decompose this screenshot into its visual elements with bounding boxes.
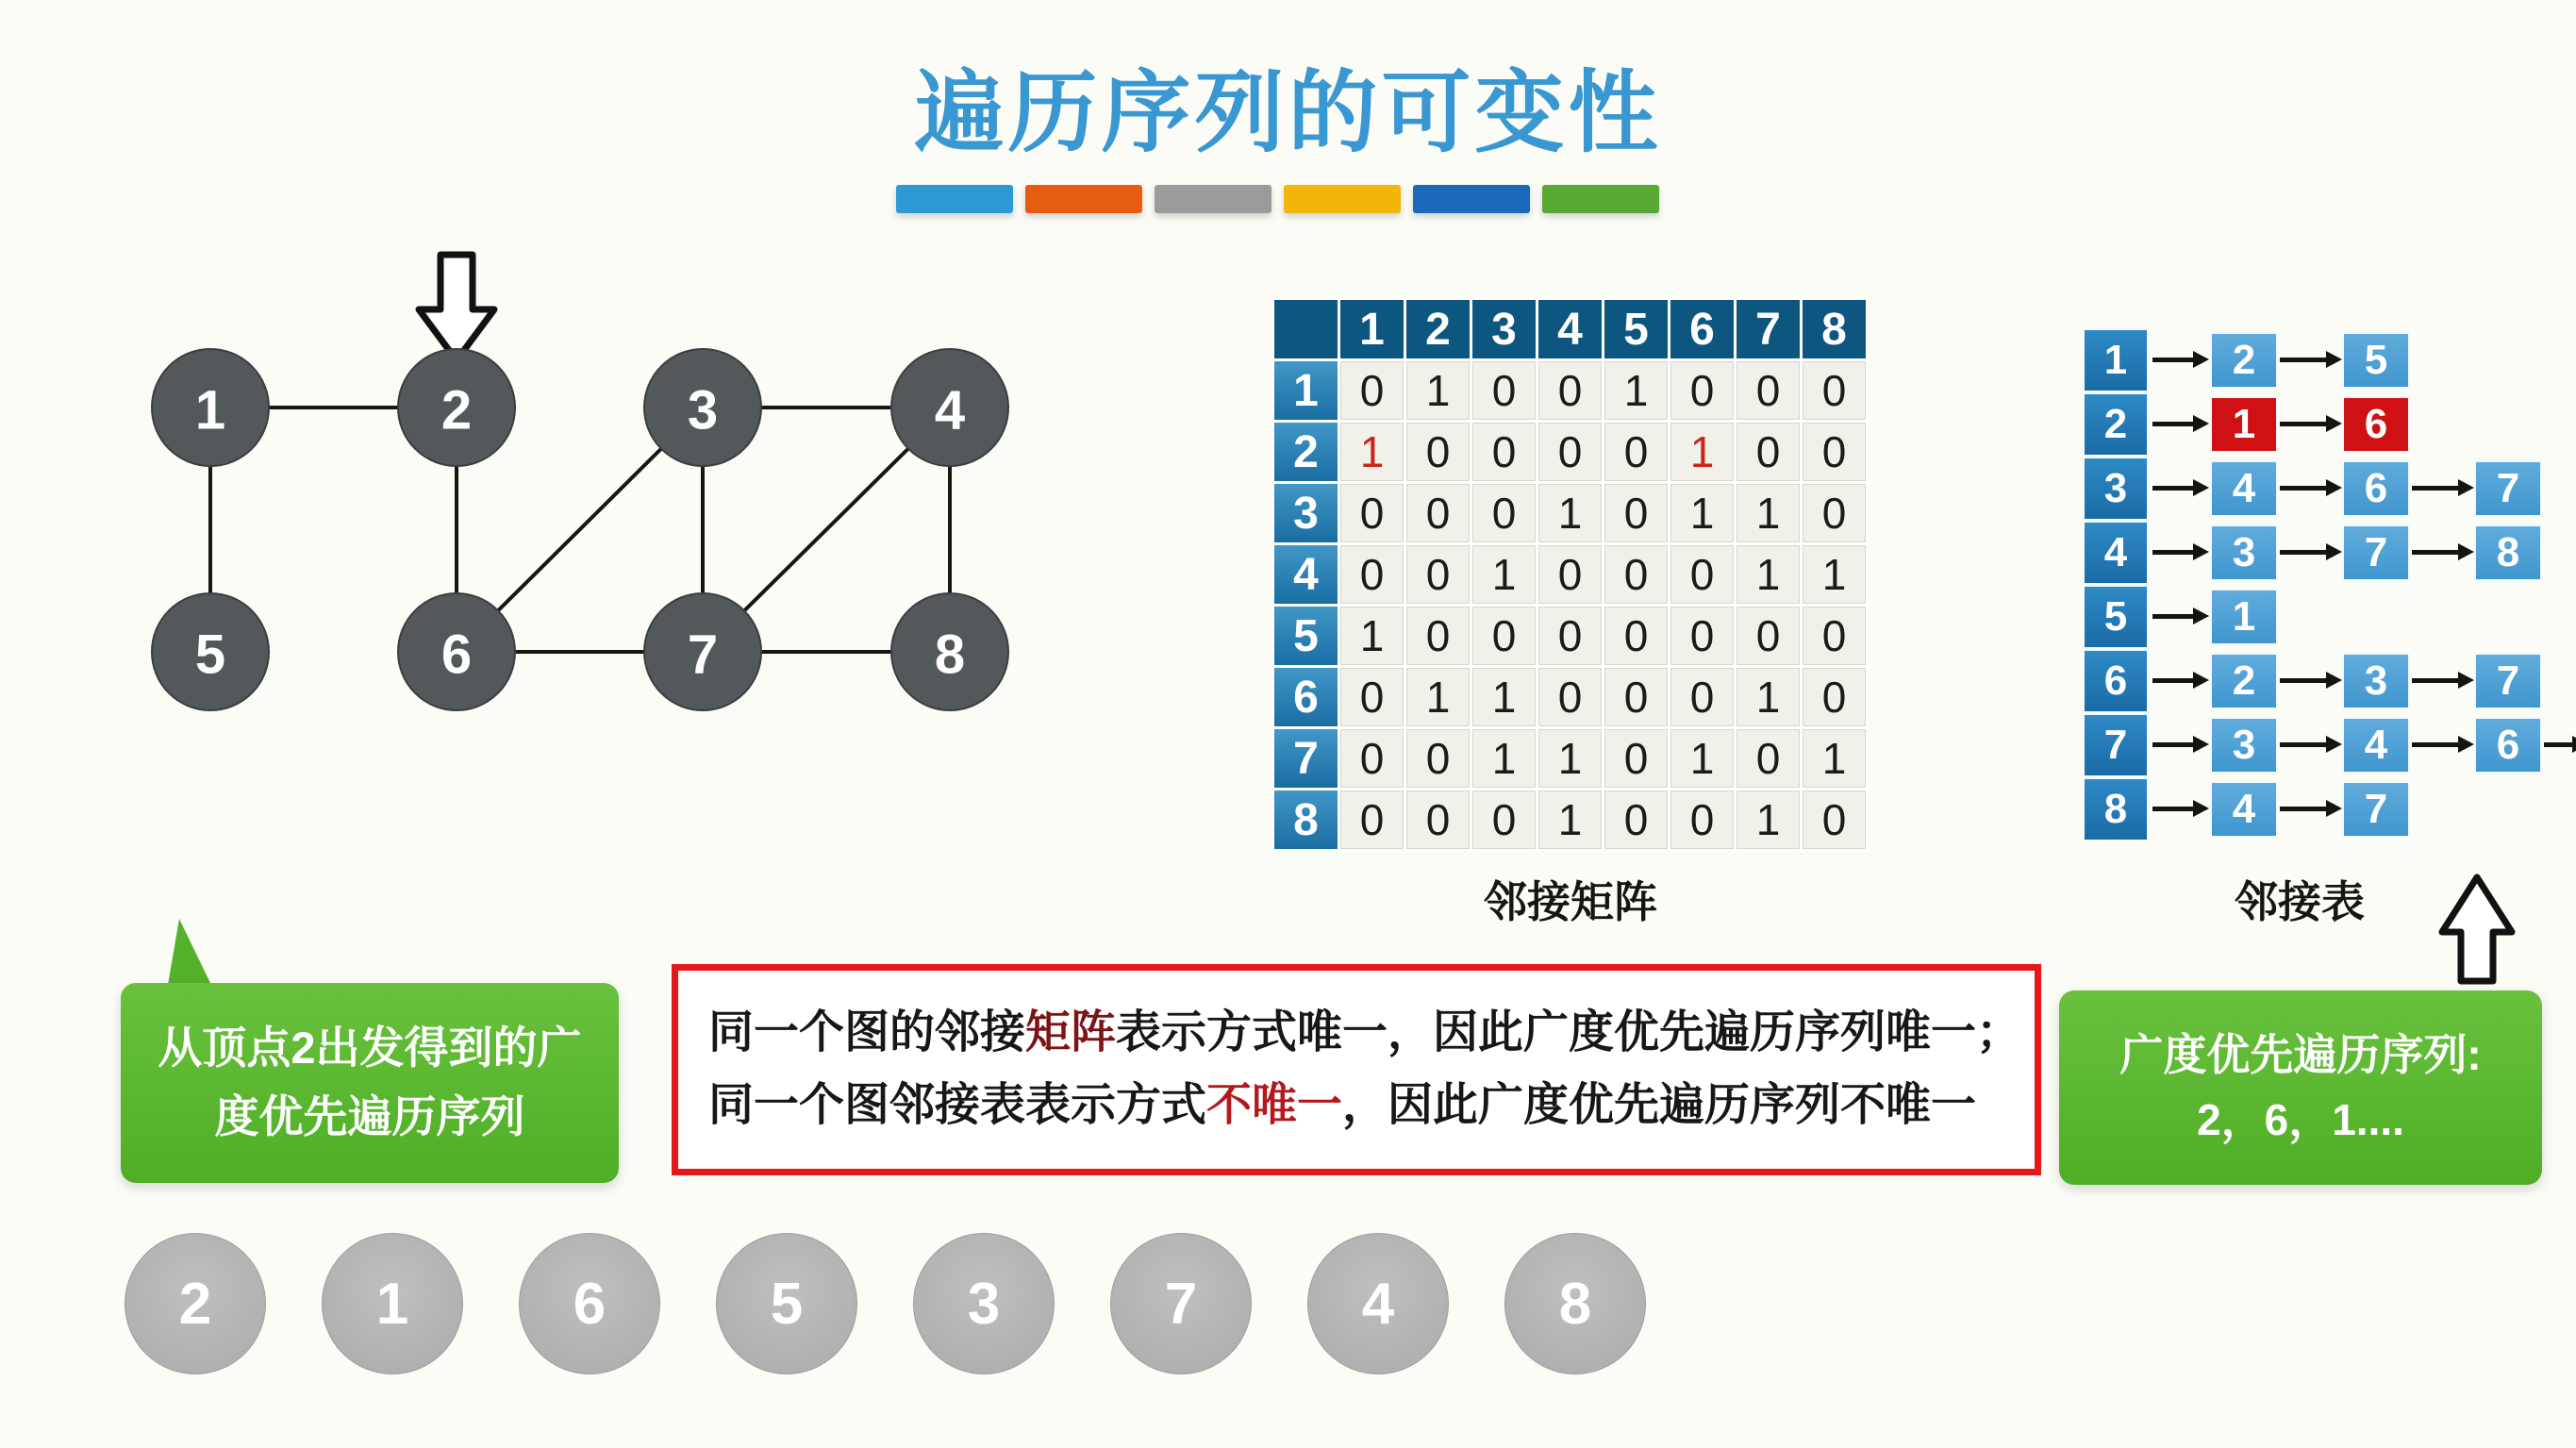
matrix-cell-1-2: 1 <box>1406 361 1470 420</box>
left-callout-line1: 从顶点2出发得到的广 <box>158 1023 582 1074</box>
matrix-col-header-3: 3 <box>1472 300 1536 358</box>
matrix-cell-7-3: 1 <box>1472 729 1536 788</box>
matrix-cell-7-5: 0 <box>1604 729 1668 788</box>
adj-list-node-1-5: 5 <box>2342 332 2410 389</box>
adj-list-head-5: 5 <box>2083 585 2149 649</box>
left-callout <box>121 983 619 1183</box>
adj-list-node-6-2: 2 <box>2210 653 2278 709</box>
matrix-cell-2-2: 0 <box>1406 423 1470 481</box>
matrix-cell-5-5: 0 <box>1604 607 1668 665</box>
matrix-cell-4-3: 1 <box>1472 545 1536 604</box>
adj-list-head-2: 2 <box>2083 392 2149 457</box>
info-line2-segment-1: 同一个图邻接表表示方式 <box>708 1080 1207 1130</box>
adj-list-arrow-icon <box>2412 550 2458 555</box>
graph-node-label-4: 4 <box>934 379 966 441</box>
adj-list-head-6: 6 <box>2083 649 2149 713</box>
adj-list-arrow-icon <box>2280 678 2326 683</box>
adjacency-matrix-caption: 邻接矩阵 <box>1484 877 1657 926</box>
info-line1-segment-3: 表示方式唯一，因此广度优先遍历序列唯一； <box>1116 1007 2022 1058</box>
matrix-cell-1-8: 0 <box>1803 361 1866 420</box>
matrix-cell-1-6: 0 <box>1670 361 1734 420</box>
matrix-cell-8-6: 0 <box>1670 791 1734 849</box>
adj-list-node-4-3: 3 <box>2210 524 2278 581</box>
adj-list-arrow-icon <box>2152 486 2193 491</box>
matrix-cell-8-4: 1 <box>1538 791 1602 849</box>
matrix-cell-1-4: 0 <box>1538 361 1602 420</box>
matrix-cell-1-7: 0 <box>1737 361 1800 420</box>
matrix-cell-5-8: 0 <box>1803 607 1866 665</box>
right-callout-line2: 2，6，1.... <box>2197 1095 2404 1144</box>
matrix-cell-3-4: 1 <box>1538 484 1602 542</box>
matrix-cell-3-7: 1 <box>1737 484 1800 542</box>
adj-list-arrow-icon <box>2280 358 2326 362</box>
matrix-cell-7-7: 0 <box>1737 729 1800 788</box>
matrix-row-header-5: 5 <box>1274 607 1338 665</box>
adj-list-node-7-6: 6 <box>2474 717 2542 774</box>
matrix-cell-4-1: 0 <box>1340 545 1404 604</box>
adj-list-arrow-icon <box>2152 807 2193 811</box>
graph-node-label-1: 1 <box>194 379 226 441</box>
matrix-cell-3-1: 0 <box>1340 484 1404 542</box>
adj-list-node-3-7: 7 <box>2474 460 2542 517</box>
matrix-col-header-5: 5 <box>1604 300 1668 358</box>
graph-node-label-5: 5 <box>194 624 226 686</box>
bfs-sequence-node-7: 4 <box>1307 1233 1449 1374</box>
matrix-cell-5-3: 0 <box>1472 607 1536 665</box>
adj-list-node-3-6: 6 <box>2342 460 2410 517</box>
adj-list-node-7-3: 3 <box>2210 717 2278 774</box>
adjacency-list-caption: 邻接表 <box>2235 877 2365 926</box>
adj-list-trailing-arrow-icon <box>2544 742 2572 747</box>
matrix-cell-2-5: 0 <box>1604 423 1668 481</box>
adj-list-node-6-3: 3 <box>2342 653 2410 709</box>
adj-list-node-8-7: 7 <box>2342 781 2410 838</box>
matrix-cell-6-2: 1 <box>1406 668 1470 726</box>
matrix-cell-6-5: 0 <box>1604 668 1668 726</box>
adj-list-node-5-1: 1 <box>2210 589 2278 645</box>
adj-list-node-2-1: 1 <box>2210 396 2278 453</box>
matrix-row-header-7: 7 <box>1274 729 1338 788</box>
info-line2-segment-2: 不唯一 <box>1206 1080 1343 1130</box>
matrix-cell-3-2: 0 <box>1406 484 1470 542</box>
matrix-col-header-6: 6 <box>1670 300 1734 358</box>
adj-list-arrow-icon <box>2280 807 2326 811</box>
matrix-cell-4-2: 0 <box>1406 545 1470 604</box>
bfs-sequence-node-8: 8 <box>1504 1233 1646 1374</box>
right-callout <box>2059 990 2542 1185</box>
matrix-col-header-4: 4 <box>1538 300 1602 358</box>
matrix-cell-1-3: 0 <box>1472 361 1536 420</box>
adj-list-arrow-icon <box>2280 550 2326 555</box>
matrix-cell-5-6: 0 <box>1670 607 1734 665</box>
matrix-cell-7-4: 1 <box>1538 729 1602 788</box>
matrix-cell-3-6: 1 <box>1670 484 1734 542</box>
bfs-sequence-row <box>125 1233 1646 1374</box>
matrix-cell-6-8: 0 <box>1803 668 1866 726</box>
matrix-cell-5-2: 0 <box>1406 607 1470 665</box>
adj-list-head-7: 7 <box>2083 713 2149 777</box>
matrix-corner-cell <box>1274 300 1338 358</box>
graph-node-label-8: 8 <box>934 624 966 686</box>
adj-list-head-1: 1 <box>2083 328 2149 392</box>
bfs-sequence-node-6: 7 <box>1110 1233 1252 1374</box>
adjacency-matrix <box>1271 297 1869 852</box>
matrix-cell-8-8: 0 <box>1803 791 1866 849</box>
adj-list-node-4-8: 8 <box>2474 524 2542 581</box>
adj-list-node-8-4: 4 <box>2210 781 2278 838</box>
left-callout-pointer <box>168 919 211 985</box>
matrix-cell-1-1: 0 <box>1340 361 1404 420</box>
matrix-cell-4-4: 0 <box>1538 545 1602 604</box>
matrix-cell-7-2: 0 <box>1406 729 1470 788</box>
page-title: 遍历序列的可变性 <box>914 63 1662 163</box>
matrix-row-header-3: 3 <box>1274 484 1338 542</box>
info-line2-segment-3: ，因此广度优先遍历序列不唯一 <box>1342 1080 1977 1130</box>
bfs-sequence-node-5: 3 <box>913 1233 1055 1374</box>
matrix-col-header-8: 8 <box>1803 300 1866 358</box>
info-box <box>672 964 2041 1175</box>
matrix-cell-5-4: 0 <box>1538 607 1602 665</box>
matrix-col-header-7: 7 <box>1737 300 1800 358</box>
matrix-cell-4-6: 0 <box>1670 545 1734 604</box>
matrix-cell-7-8: 1 <box>1803 729 1866 788</box>
matrix-cell-7-1: 0 <box>1340 729 1404 788</box>
matrix-cell-6-1: 0 <box>1340 668 1404 726</box>
adj-list-arrow-icon <box>2152 422 2193 426</box>
matrix-row-header-8: 8 <box>1274 791 1338 849</box>
bfs-sequence-node-4: 5 <box>716 1233 857 1374</box>
matrix-cell-2-6: 1 <box>1670 423 1734 481</box>
matrix-cell-3-5: 0 <box>1604 484 1668 542</box>
adj-list-arrow-icon <box>2412 742 2458 747</box>
graph-node-label-6: 6 <box>440 624 473 686</box>
matrix-row-header-6: 6 <box>1274 668 1338 726</box>
matrix-cell-2-1: 1 <box>1340 423 1404 481</box>
adj-list-arrow-icon <box>2280 422 2326 426</box>
matrix-row-header-2: 2 <box>1274 423 1338 481</box>
matrix-col-header-2: 2 <box>1406 300 1470 358</box>
adjacency-list <box>2083 328 2576 857</box>
adj-list-node-3-4: 4 <box>2210 460 2278 517</box>
adj-list-head-4: 4 <box>2083 521 2149 585</box>
matrix-cell-6-6: 0 <box>1670 668 1734 726</box>
adj-list-arrow-icon <box>2280 742 2326 747</box>
adj-list-node-7-4: 4 <box>2342 717 2410 774</box>
matrix-cell-2-3: 0 <box>1472 423 1536 481</box>
matrix-row-header-1: 1 <box>1274 361 1338 420</box>
graph-node-label-2: 2 <box>440 379 473 441</box>
matrix-col-header-1: 1 <box>1340 300 1404 358</box>
adj-list-head-8: 8 <box>2083 777 2149 841</box>
matrix-cell-8-1: 0 <box>1340 791 1404 849</box>
adj-list-arrow-icon <box>2280 486 2326 491</box>
matrix-cell-6-3: 1 <box>1472 668 1536 726</box>
adj-list-arrow-icon <box>2152 550 2193 555</box>
matrix-cell-8-3: 0 <box>1472 791 1536 849</box>
info-line2 <box>708 1070 2035 1142</box>
matrix-cell-3-3: 0 <box>1472 484 1536 542</box>
matrix-cell-8-7: 1 <box>1737 791 1800 849</box>
bfs-sequence-node-1: 2 <box>125 1233 266 1374</box>
adj-list-node-4-7: 7 <box>2342 524 2410 581</box>
bfs-sequence-node-3: 6 <box>519 1233 660 1374</box>
matrix-cell-2-7: 0 <box>1737 423 1800 481</box>
matrix-cell-4-5: 0 <box>1604 545 1668 604</box>
info-line1-segment-2: 矩阵 <box>1025 1007 1117 1058</box>
matrix-cell-6-7: 1 <box>1737 668 1800 726</box>
right-callout-line1: 广度优先遍历序列: <box>2119 1030 2482 1079</box>
matrix-cell-2-4: 0 <box>1538 423 1602 481</box>
matrix-cell-7-6: 1 <box>1670 729 1734 788</box>
adj-list-node-6-7: 7 <box>2474 653 2542 709</box>
adj-list-head-3: 3 <box>2083 457 2149 521</box>
matrix-cell-4-7: 1 <box>1737 545 1800 604</box>
matrix-cell-4-8: 1 <box>1803 545 1866 604</box>
matrix-cell-6-4: 0 <box>1538 668 1602 726</box>
matrix-cell-5-7: 0 <box>1737 607 1800 665</box>
matrix-cell-8-5: 0 <box>1604 791 1668 849</box>
adj-list-arrow-icon <box>2152 358 2193 362</box>
adj-list-arrow-icon <box>2152 614 2193 619</box>
adj-list-arrow-icon <box>2412 486 2458 491</box>
adj-list-arrow-icon <box>2152 678 2193 683</box>
matrix-cell-8-2: 0 <box>1406 791 1470 849</box>
adj-list-node-1-2: 2 <box>2210 332 2278 389</box>
matrix-cell-5-1: 1 <box>1340 607 1404 665</box>
matrix-cell-2-8: 0 <box>1803 423 1866 481</box>
bfs-sequence-node-2: 1 <box>322 1233 463 1374</box>
start-arrow-icon <box>419 255 494 360</box>
info-line1-segment-1: 同一个图的邻接 <box>708 1007 1026 1058</box>
matrix-row-header-4: 4 <box>1274 545 1338 604</box>
left-callout-line2: 度优先遍历序列 <box>214 1091 525 1141</box>
graph-node-label-7: 7 <box>687 624 719 686</box>
adj-list-arrow-icon <box>2412 678 2458 683</box>
matrix-cell-1-5: 1 <box>1604 361 1668 420</box>
graph-node-label-3: 3 <box>687 379 719 441</box>
info-line1 <box>708 997 2035 1070</box>
adj-list-arrow-icon <box>2152 742 2193 747</box>
adj-list-node-2-6: 6 <box>2342 396 2410 453</box>
matrix-cell-3-8: 0 <box>1803 484 1866 542</box>
